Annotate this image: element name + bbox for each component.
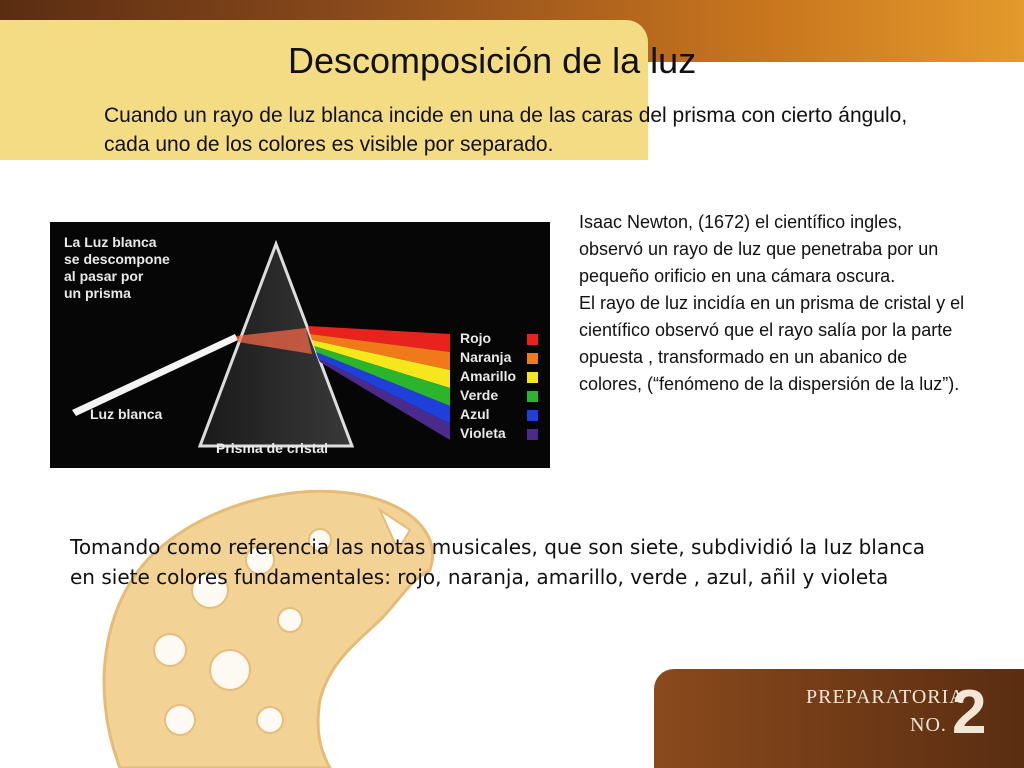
prism-figure (50, 222, 550, 468)
brand-no: NO. (910, 714, 947, 736)
legend-label: Rojo (460, 330, 492, 346)
legend-label: Amarillo (460, 368, 517, 384)
musical-notes-paragraph: Tomando como referencia las notas musicales, que son siete, subdividió la luz blanca en siete colores fundamentales: rojo, naranja, amarillo, verde , azul, añil y violeta (70, 535, 926, 589)
legend-swatch (527, 334, 538, 345)
legend-item-violet (460, 424, 544, 443)
legend-label: Azul (460, 406, 490, 422)
legend-item-yellow (460, 367, 544, 386)
legend-swatch (527, 353, 538, 364)
legend-label: Verde (460, 387, 499, 403)
intro-paragraph: Cuando un rayo de luz blanca incide en una de las caras del prisma con cierto ángulo, cada uno de los colores es visible por separado. (104, 104, 908, 156)
legend-label: Violeta (460, 425, 506, 441)
legend-swatch (527, 410, 538, 421)
brand-name: PREPARATORIA (806, 686, 965, 708)
newton-paragraph: Isaac Newton, (1672) el científico ingles, observó un rayo de luz que penetraba por un pequeño orificio en una cámara oscura. El rayo de luz incidía en un prisma de cristal y el científico observó que el rayo salía por la parte opuesta , transformado en un abanico de colores, (“fenómeno de la dispersión de la luz”). (579, 212, 965, 394)
legend-item-green (460, 386, 544, 405)
legend-item-red (460, 329, 544, 348)
label-white-light: Luz blanca (90, 406, 163, 422)
slide-title: Descomposición de la luz (288, 40, 697, 81)
legend-item-blue (460, 405, 544, 424)
legend-swatch (527, 391, 538, 402)
legend-item-orange (460, 348, 544, 367)
figure-caption: La Luz blanca se descompone al pasar por un prisma (64, 234, 170, 301)
legend-swatch (527, 372, 538, 383)
spectrum-legend (460, 329, 544, 443)
label-prism: Prisma de cristal (216, 440, 329, 456)
legend-label: Naranja (460, 349, 512, 365)
legend-swatch (527, 429, 538, 440)
jaguar-watermark (80, 470, 540, 768)
brand-number: 2 (952, 678, 988, 747)
incoming-beam (72, 334, 238, 416)
